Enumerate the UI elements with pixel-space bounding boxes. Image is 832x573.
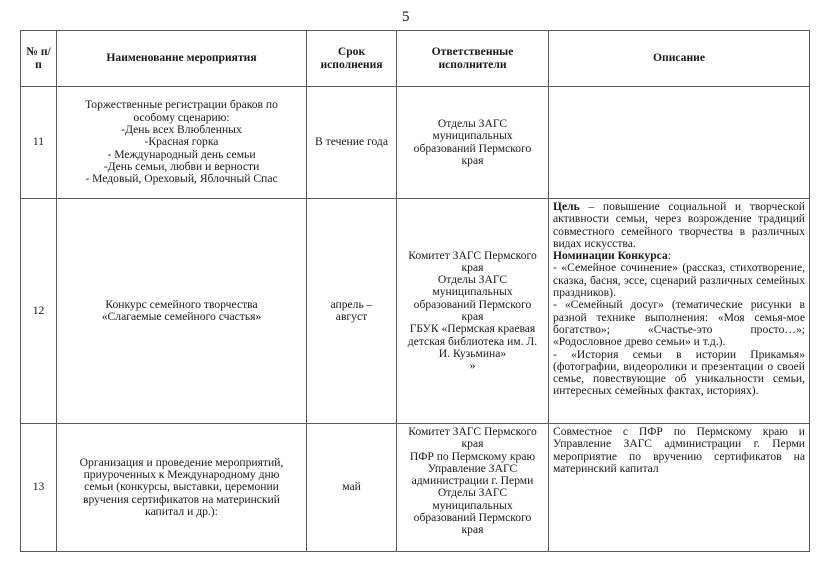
- events-plan-table: [20, 30, 810, 552]
- goal-paragraph: Цель – повышение социальной и творческой активности семьи, через возрождение традиций совместного семейного творчества в различных видах искусства.: [553, 200, 805, 250]
- header-description: Описание: [549, 31, 810, 87]
- event-name: Конкурс семейного творчества «Слагаемые семейного счастья»: [57, 199, 307, 424]
- header-term: Срок исполнения: [307, 31, 397, 87]
- event-term: апрель – август: [307, 199, 397, 424]
- header-responsible: Ответственные исполнители: [397, 31, 549, 87]
- event-term: май: [307, 424, 397, 552]
- event-responsible: Комитет ЗАГС Пермского края ПФР по Пермскому краю Управление ЗАГС администрации г. Перми Отделы ЗАГС муниципальных образований Пермского края: [397, 424, 549, 552]
- nominations-heading: Номинации Конкурса:: [553, 249, 671, 263]
- table-row: [21, 199, 810, 424]
- event-responsible: Комитет ЗАГС Пермского края Отделы ЗАГС муниципальных образований Пермского края ГБУК «Пермская краевая детская библиотека им. Л. И. Кузьмина» »: [397, 199, 549, 424]
- event-name: Организация и проведение мероприятий, приуроченных к Международному дню семьи (конкурсы, выставки, церемонии вручения сертификатов на материнский капитал и др.):: [57, 424, 307, 552]
- goal-label: Цель: [553, 200, 580, 213]
- event-description: [549, 87, 810, 199]
- nomination-item: - «Семейный досуг» (тематические рисунки в разной технике выполнения: «Моя семья-мое богатство»; «Счастье-это просто…»; «Родословное древо семьи» и т.д.).: [553, 298, 805, 349]
- event-description: [549, 199, 810, 424]
- nomination-item: - «Семейное сочинение» (рассказ, стихотворение, сказка, басня, эссе, сценарий различных семейных праздников).: [553, 261, 805, 300]
- table-header-row: [21, 31, 810, 87]
- row-number: 13: [21, 424, 57, 552]
- table-row: [21, 424, 810, 552]
- row-number: 11: [21, 87, 57, 199]
- nomination-item: - «История семьи в истории Прикамья» (фотографии, видеоролики и презентации о своей семье, повествующие об уникальности семьи, интересных семейных фактах, историях).: [553, 347, 805, 398]
- event-responsible: Отделы ЗАГС муниципальных образований Пермского края: [397, 87, 549, 199]
- header-num: № п/п: [21, 31, 57, 87]
- row-number: 12: [21, 199, 57, 424]
- event-name: Торжественные регистрации браков по особому сценарию: -День всех Влюбленных -Красная горка - Международный день семьи -День семьи, любви и верности - Медовый, Ореховый, Яблочный Спас: [57, 87, 307, 199]
- event-description: Совместное с ПФР по Пермскому краю и Управление ЗАГС администрации г. Перми мероприятие по вручению сертификатов на материнский капитал: [549, 424, 810, 552]
- event-term: В течение года: [307, 87, 397, 199]
- page-number: 5: [402, 9, 410, 25]
- header-name: Наименование мероприятия: [57, 31, 307, 87]
- table-row: [21, 87, 810, 199]
